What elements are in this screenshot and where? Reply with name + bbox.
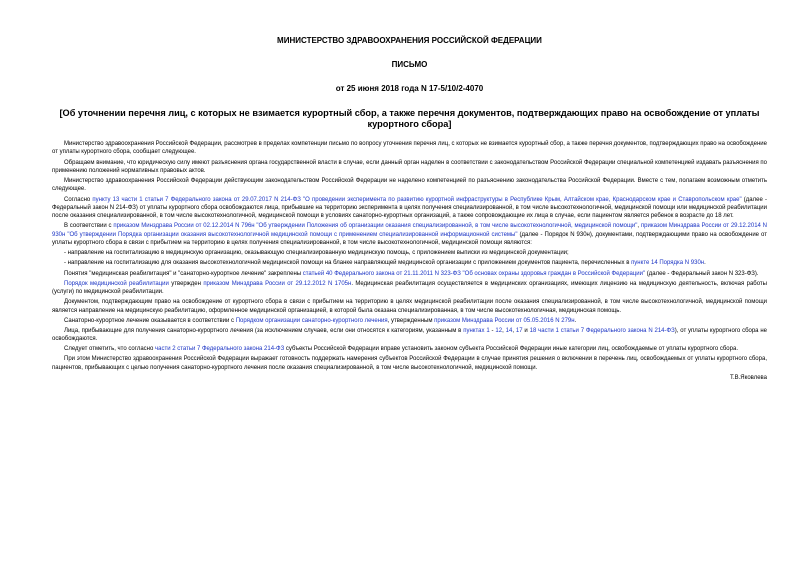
text-span: - направление на госпитализацию для оказания высокотехнологичной медицинской помощи на бланке направляющей медицинской организации с приложением документов пациента, перечисленных в [64,260,632,267]
order-796n-link[interactable]: приказом Минздрава России от 02.12.2014 N 796н "Об утверждении Положения об организации оказания специализированной, в том числе высокотехнологичной, медицинской помощи" [113,223,638,230]
paragraph-5 [52,222,767,247]
text-span: (далее - Федеральный закон N 214-ФЗ) от уплаты курортного сбора освобождаются лица, прибывшие на территорию эксперимента в целях получения специализированной, в том числе высокотехнологичной, медицинской помощи или медицинской реабилитации после оказания специализированной, в том числе высокотехнологичной, медицинской помощи в условиях санаторно-курортных организаций, а также сопровождающие их лица в случае, если пациентом является ребенок в возрасте до 18 лет. [52,196,767,220]
paragraph-13 [52,345,767,353]
ministry-title: МИНИСТЕРСТВО ЗДРАВООХРАНЕНИЯ РОССИЙСКОЙ ФЕДЕРАЦИИ [277,36,542,45]
rehab-procedure-link[interactable]: Порядок медицинской реабилитации [64,280,169,287]
text-span: ), от уплаты курортного сбора не освобождаются. [52,327,768,343]
text-span: субъекты Российской Федерации вправе установить законом субъекта Российской Федерации иные категории лиц, освобождаемые от уплаты курортного сбора. [284,346,738,353]
paragraph-9 [52,280,767,297]
paragraph-6: - направление на госпитализацию в медицинскую организацию, оказывающую специализированную медицинскую помощь, с приложением выписки из медицинской документации; [64,250,569,257]
paragraph-8 [52,270,767,278]
text-span: , [502,327,506,334]
law-214-fz-link[interactable]: пункту 13 части 1 статьи 7 Федерального закона от 29.07.2017 N 214-ФЗ "О проведении эксперимента по развитию курортной инфраструктуры в Республике Крым, Алтайском крае, Краснодарском крае и Ставропольском крае" [92,196,742,203]
text-span: (далее - Порядок N 930н), документами, подтверждающими право на освобождение от уплаты курортного сбора в связи с прибытием на территорию в целях получения специализированной, в том числе высокотехнологичной, медицинской помощи являются: [52,231,767,247]
order-1705n-link[interactable]: приказом Минздрава России от 29.12.2012 N 1705н [203,280,352,287]
text-span: , [512,327,516,334]
document-body [52,140,767,382]
item-14-link[interactable]: 14 [505,327,513,334]
law-214-fz-part2-link[interactable]: части 2 статьи 7 Федерального закона 214-ФЗ [154,346,285,353]
text-span: Санаторно-курортное лечение оказывается в соответствии с [64,317,236,324]
paragraph-11 [52,317,767,325]
paragraph-1: Министерство здравоохранения Российской Федерации, рассмотрев в пределах компетенции письмо по вопросу уточнения перечня лиц, с которых не взимается курортный сбор, а также перечня документов, подтверждающих право на освобождение от уплаты курортного сбора, сообщает следующее. [52,141,767,156]
paragraph-2: Обращаем внимание, что юридическую силу имеют разъяснения органа государственной власти в случае, если данный орган наделен в соответствии с законодательством Российской Федерации специальной компетенцией издавать разъяснения по применению положений нормативных правовых актов. [52,159,767,174]
item-17-link[interactable]: 17 [515,327,523,334]
paragraph-7 [52,259,767,267]
doc-type: ПИСЬМО [391,60,428,69]
text-span: Согласно [64,196,93,203]
paragraph-10: Документом, подтверждающим право на освобождение от курортного сбора в связи с прибытием на территорию в целях медицинской реабилитации после оказания специализированной, в том числе высокотехнологичной, медицинской помощи является направление на медицинскую реабилитацию, оформленное медицинской организацией, в которой была оказана специализированная, в том числе высокотехнологичная, медицинская помощь. [52,299,767,314]
text-span: Следует отметить, что согласно [64,346,155,353]
items-1-link[interactable]: пунктах 1 [463,327,490,334]
text-span: . Медицинская реабилитация осуществляется в медицинских организациях, имеющих лицензию на медицинскую деятельность, включая работы (услуги) по медицинской реабилитации. [52,280,767,295]
text-span: В соответствии с [64,223,114,230]
item-18-link[interactable]: 18 части 1 статьи 7 Федерального закона N 214-ФЗ [529,327,675,334]
text-span: Понятия "медицинская реабилитация" и "санаторно-курортное лечение" закреплены [64,270,303,277]
text-span: Лица, прибывающие для получения санаторно-курортного лечения (за исключением случаев, если они относятся к категориям, указанным в [64,327,464,334]
paragraph-4 [52,196,767,221]
sanatorium-procedure-link[interactable]: Порядком организации санаторно-курортного лечения [235,317,388,324]
law-323-fz-link[interactable]: статьей 40 Федерального закона от 21.11.2011 N 323-ФЗ "Об основах охраны здоровья граждан в Российской Федерации" [302,270,646,277]
item-12-link[interactable]: 12 [495,327,503,334]
order-930n-item14-link[interactable]: пункте 14 Порядка N 930н [631,260,705,267]
text-span: . [574,317,577,324]
text-span: , [637,223,641,230]
text-span: и [522,327,530,334]
paragraph-3: Министерство здравоохранения Российской Федерации действующим законодательством Российской Федерации не наделено компетенцией по разъяснению законодательства Российской Федерации. Вместе с тем, полагаем возможным отметить следующее. [52,178,767,193]
order-279n-link[interactable]: приказом Минздрава России от 05.05.2016 N 279н [434,317,575,324]
text-span: (далее - Федеральный закон N 323-ФЗ). [645,270,759,277]
order-930n-link[interactable]: приказом Минздрава России от 29.12.2014 N 930н "Об утверждении Порядка организации оказания высокотехнологичной медицинской помощи с применением специализированной информационной системы" [52,223,768,238]
text-span: . [704,260,706,267]
doc-subject: [Об уточнении перечня лиц, с которых не взимается курортный сбор, а также перечня документов, подтверждающих право на освобождение от уплаты курортного сбора] [59,108,760,129]
text-span: , утвержденным [387,317,435,324]
paragraph-14: При этом Министерство здравоохранения Российской Федерации выражает готовность поддержать намерения субъектов Российской Федерации в случае принятия решения о включении в перечень лиц, освобождаемых от уплаты курортного сбора, пациентов, прибывающих с целью получения санаторно-курортного лечения после оказания специализированной, в том числе высокотехнологичной, медицинской помощи. [52,356,767,371]
text-span: утвержден [168,280,204,287]
doc-date-number: от 25 июня 2018 года N 17-5/10/2-4070 [335,84,484,93]
text-span: - [489,327,496,334]
paragraph-12 [52,327,767,344]
signature: Т.В.Яковлева [729,374,767,381]
